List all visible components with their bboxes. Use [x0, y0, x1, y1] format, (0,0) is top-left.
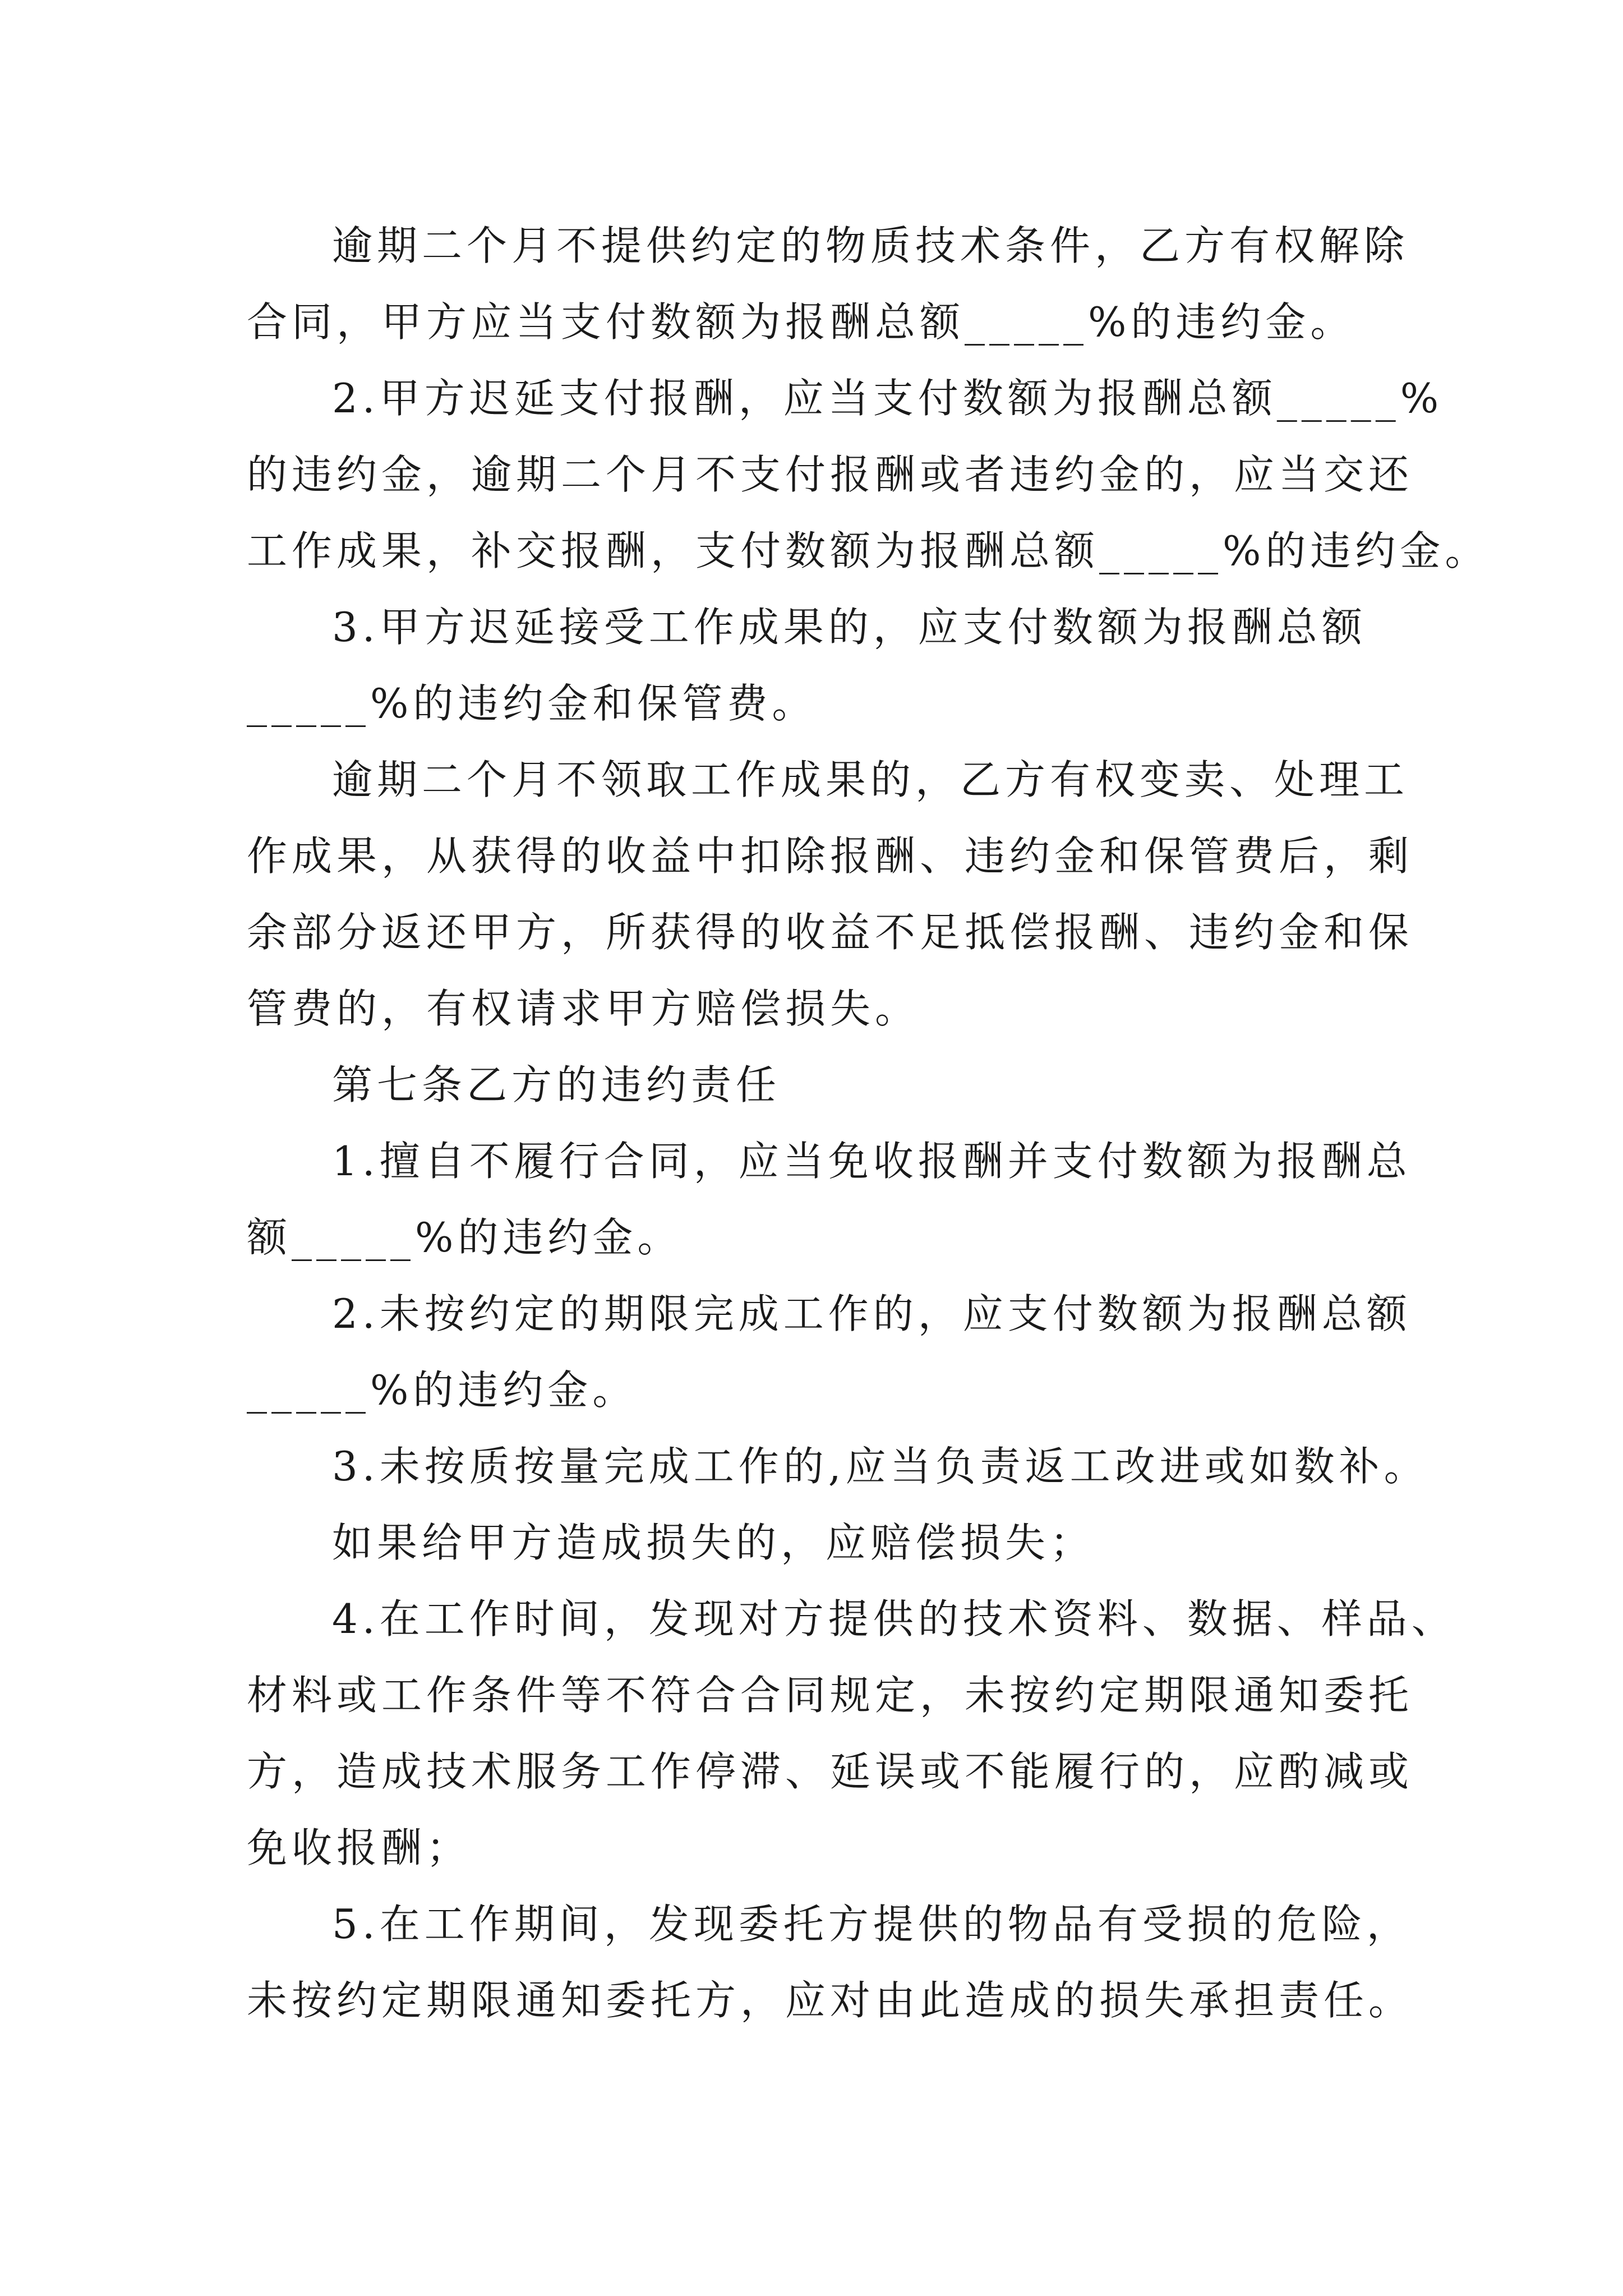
text-line: 5.在工作期间，发现委托方提供的物品有受损的危险， — [332, 1901, 1412, 1948]
text-line: 合同，甲方应当支付数额为报酬总额_____%的违约金。 — [247, 298, 1355, 346]
text-line: 3.甲方迟延接受工作成果的，应支付数额为报酬总额 — [332, 604, 1367, 651]
text-line: 未按约定期限通知委托方，应对由此造成的损失承担责任。 — [247, 1977, 1414, 2024]
text-line: _____%的违约金。 — [247, 1366, 638, 1414]
text-line: 工作成果，补交报酬，支付数额为报酬总额_____%的违约金。 — [247, 527, 1490, 574]
text-line: 的违约金，逾期二个月不支付报酬或者违约金的，应当交还 — [247, 451, 1414, 498]
text-line: 方，造成技术服务工作停滞、延误或不能履行的，应酌减或 — [247, 1748, 1414, 1795]
text-line: 作成果，从获得的收益中扣除报酬、违约金和保管费后，剩 — [247, 832, 1414, 880]
text-line: 材料或工作条件等不符合合同规定，未按约定期限通知委托 — [247, 1672, 1414, 1719]
document-body — [247, 208, 1490, 2039]
text-line: 1.擅自不履行合同，应当免收报酬并支付数额为报酬总 — [332, 1138, 1412, 1185]
text-line: 2.未按约定的期限完成工作的，应支付数额为报酬总额 — [332, 1290, 1412, 1337]
text-line: 2.甲方迟延支付报酬，应当支付数额为报酬总额_____% — [332, 375, 1444, 422]
text-line: 3.未按质按量完成工作的,应当负责返工改进或如数补。 — [332, 1443, 1429, 1490]
text-line: 管费的，有权请求甲方赔偿损失。 — [247, 985, 920, 1032]
text-line: 余部分返还甲方，所获得的收益不足抵偿报酬、违约金和保 — [247, 909, 1414, 956]
text-line: 逾期二个月不领取工作成果的，乙方有权变卖、处理工 — [332, 756, 1409, 803]
text-line: 如果给甲方造成损失的，应赔偿损失； — [332, 1519, 1095, 1566]
section-heading: 第七条乙方的违约责任 — [332, 1061, 781, 1108]
text-line: _____%的违约金和保管费。 — [247, 680, 817, 727]
text-line: 免收报酬； — [247, 1824, 472, 1871]
text-line: 逾期二个月不提供约定的物质技术条件，乙方有权解除 — [332, 222, 1409, 269]
text-line: 额_____%的违约金。 — [247, 1214, 683, 1261]
text-line: 4.在工作时间，发现对方提供的技术资料、数据、样品、 — [332, 1595, 1456, 1642]
